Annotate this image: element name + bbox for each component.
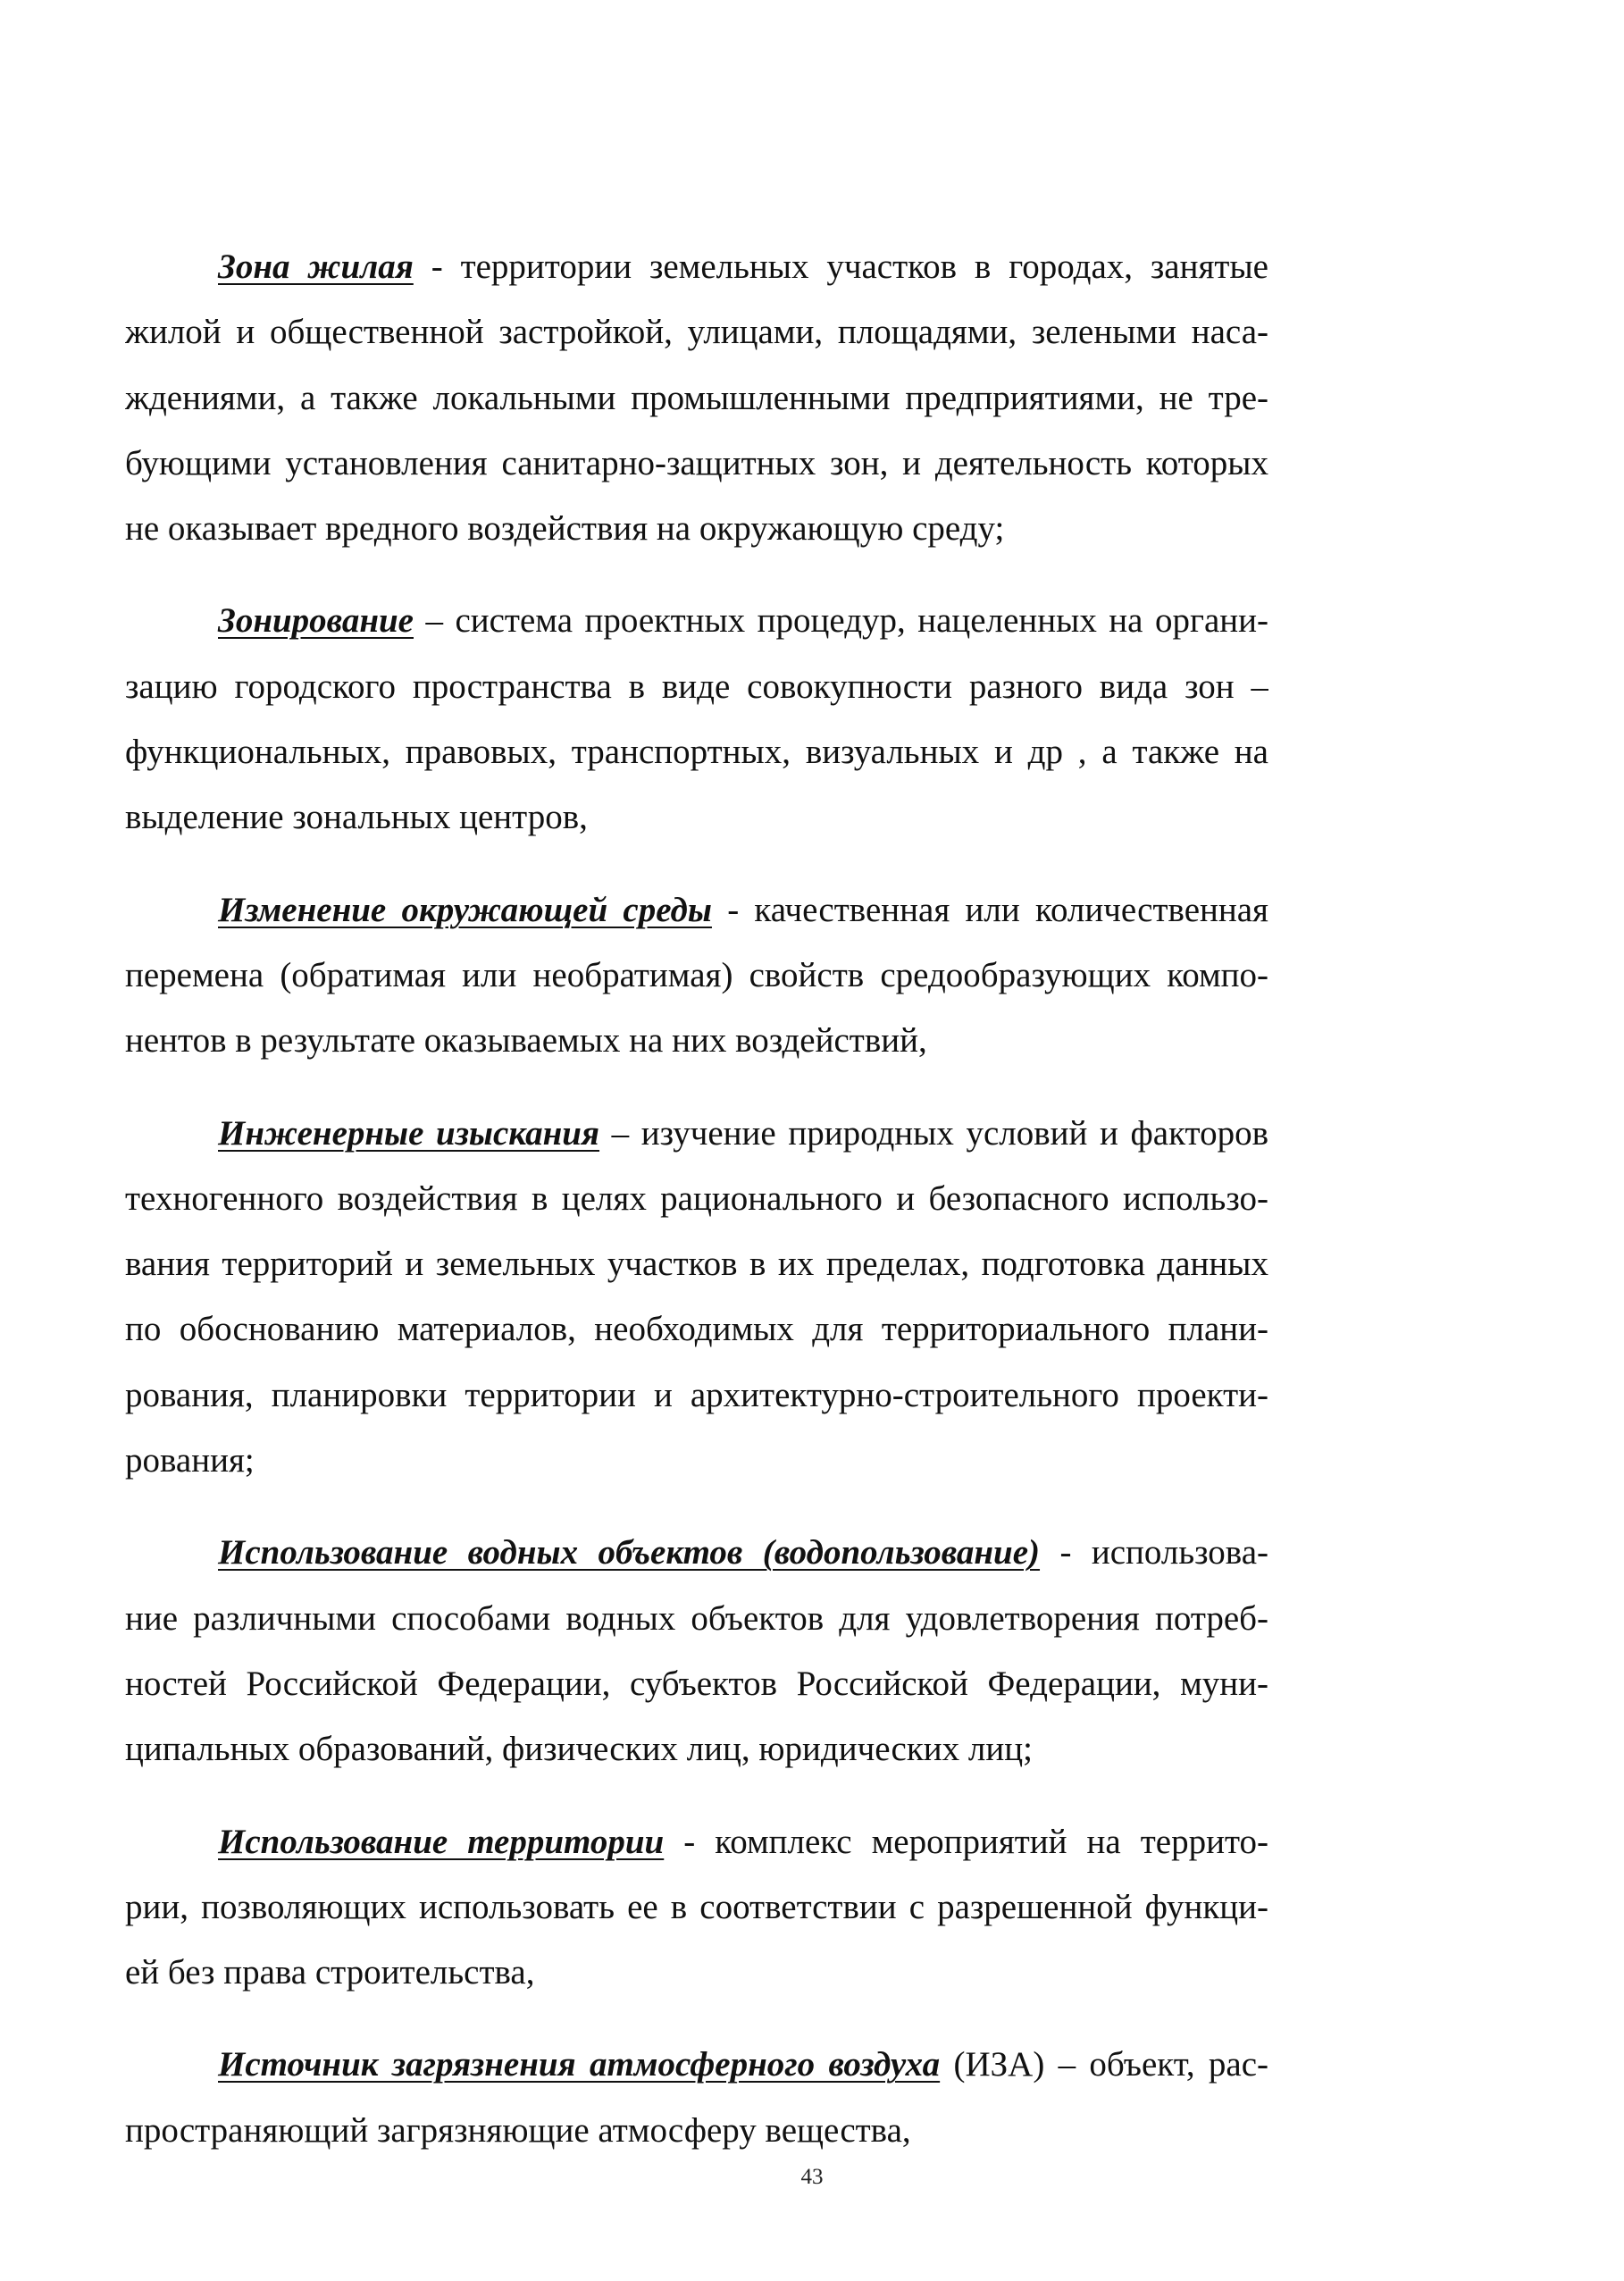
entry-line: выделение зональных центров,	[125, 798, 588, 837]
entry-line: по обоснованию материалов, необходимых для территориального плани-	[125, 1310, 1268, 1349]
entry-text: - территории земельных участков в городах, занятые	[413, 247, 1268, 286]
entry-line: ждениями, а также локальными промышленными предприятиями, не тре-	[125, 378, 1268, 417]
entry-first-line	[125, 1101, 1268, 1166]
entry-term: Использование территории	[218, 1822, 665, 1861]
document-page	[125, 234, 1268, 2190]
entry-line: рования;	[125, 1441, 255, 1480]
entry-line: техногенного воздействия в целях рационального и безопасного использо-	[125, 1178, 1268, 1218]
entry-line: вания территорий и земельных участков в их пределах, подготовка данных	[125, 1245, 1268, 1284]
entry-line: ние различными способами водных объектов для удовлетворения потреб-	[125, 1598, 1268, 1638]
entry-line: бующими установления санитарно-защитных зон, и деятельность которых	[125, 443, 1268, 482]
entry-line: не оказывает вредного воздействия на окружающую среду;	[125, 509, 1005, 549]
entry-text: - качественная или количественная	[711, 890, 1268, 929]
entry-first-line	[125, 1520, 1268, 1585]
glossary-entry-istochnik-zagryazneniya	[125, 2032, 1268, 2163]
entry-text: (ИЗА) – объект, рас-	[940, 2045, 1268, 2084]
entry-line: пространяющий загрязняющие атмосферу вещества,	[125, 2110, 911, 2150]
glossary-entry-inzhenernye-izyskaniya	[125, 1101, 1268, 1494]
entry-term: Зона жилая	[218, 247, 414, 286]
entry-term: Зонирование	[218, 601, 414, 641]
entry-line: нентов в результате оказываемых на них воздействий,	[125, 1021, 927, 1061]
entry-text: – изучение природных условий и факторов	[599, 1113, 1268, 1153]
page-number: 43	[800, 2165, 824, 2189]
entry-line: жилой и общественной застройкой, улицами, площадями, зелеными наса-	[125, 313, 1268, 352]
entry-line: перемена (обратимая или необратимая) свойств средообразующих компо-	[125, 955, 1268, 994]
entry-first-line	[125, 1809, 1268, 1874]
entry-line: ей без права строительства,	[125, 1953, 535, 1992]
entry-line: рования, планировки территории и архитектурно-строительного проекти-	[125, 1375, 1268, 1414]
entry-term: Источник загрязнения атмосферного воздуха	[218, 2045, 941, 2084]
entry-first-line	[125, 877, 1268, 943]
entry-term: Использование водных объектов (водопользование)	[218, 1533, 1041, 1572]
entry-text: – система проектных процедур, нацеленных на органи-	[414, 601, 1268, 641]
entry-text: - комплекс мероприятий на террито-	[664, 1822, 1268, 1861]
entry-line: ципальных образований, физических лиц, юридических лиц;	[125, 1730, 1033, 1769]
glossary-entry-vodopolzovanie	[125, 1520, 1268, 1782]
entry-line: ностей Российской Федерации, субъектов Российской Федерации, муни-	[125, 1664, 1268, 1703]
entry-line: зацию городского пространства в виде совокупности разного вида зон –	[125, 667, 1268, 706]
glossary-entry-ispolzovanie-territorii	[125, 1809, 1268, 2006]
entry-line: функциональных, правовых, транспортных, визуальных и др , а также на	[125, 733, 1268, 772]
entry-first-line	[125, 588, 1268, 653]
entry-first-line	[125, 234, 1268, 299]
entry-text: - использова-	[1040, 1533, 1268, 1572]
entry-line: рии, позволяющих использовать ее в соответствии с разрешенной функци-	[125, 1887, 1268, 1926]
entry-term: Инженерные изыскания	[218, 1113, 600, 1153]
entry-term: Изменение окружающей среды	[218, 890, 712, 929]
glossary-entry-zona-zhilaya	[125, 234, 1268, 561]
glossary-entry-zonirovanie	[125, 588, 1268, 850]
entry-first-line	[125, 2032, 1268, 2097]
glossary-entry-izmenenie-sredy	[125, 877, 1268, 1074]
